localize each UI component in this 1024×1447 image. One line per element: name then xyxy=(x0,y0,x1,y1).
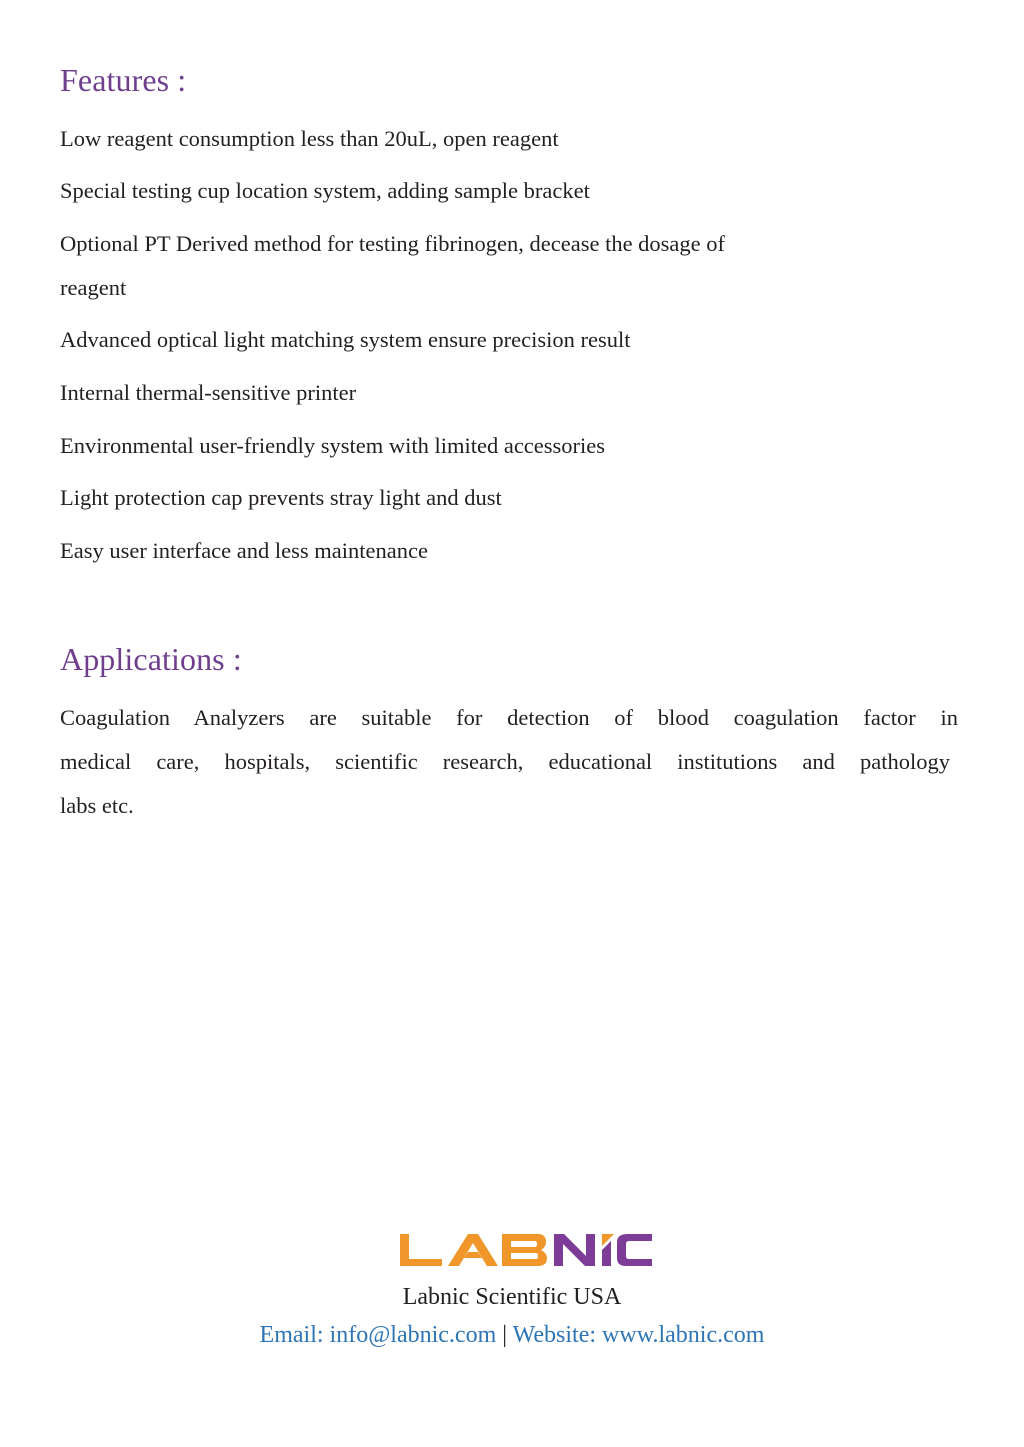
feature-item: Light protection cap prevents stray light and dust xyxy=(60,485,502,510)
feature-item: Low reagent consumption less than 20uL, open reagent xyxy=(60,126,559,151)
applications-text-line: Coagulation Analyzers are suitable for detection of blood coagulation factor in xyxy=(60,705,958,730)
applications-text-line: medical care, hospitals, scientific research, educational institutions and pathology xyxy=(60,749,950,774)
feature-item: Environmental user-friendly system with limited accessories xyxy=(60,433,606,458)
feature-item: Easy user interface and less maintenance xyxy=(60,538,428,563)
logo-letter-i xyxy=(602,1241,611,1266)
logo-letter-l xyxy=(400,1234,442,1266)
feature-item: Advanced optical light matching system ensure precision result xyxy=(60,327,631,352)
logo-letter-b xyxy=(502,1234,547,1266)
feature-item-continuation: reagent xyxy=(60,275,127,300)
feature-item: Optional PT Derived method for testing fibrinogen, decease the dosage of xyxy=(60,231,726,256)
contact-line xyxy=(0,1322,1024,1349)
feature-item: Special testing cup location system, adding sample bracket xyxy=(60,178,590,203)
labnic-logo xyxy=(398,1232,654,1268)
features-heading: Features : xyxy=(60,62,187,98)
email-link[interactable]: Email: info@labnic.com xyxy=(259,1322,497,1348)
applications-heading: Applications : xyxy=(60,641,242,677)
contact-separator: | xyxy=(502,1322,508,1348)
company-name: Labnic Scientific USA xyxy=(402,1284,622,1310)
logo-letter-n xyxy=(554,1234,595,1266)
logo-letter-a xyxy=(448,1234,498,1266)
website-link[interactable]: Website: www.labnic.com xyxy=(512,1322,765,1348)
logo-letter-c xyxy=(617,1234,652,1266)
feature-item: Internal thermal-sensitive printer xyxy=(60,380,357,405)
applications-text-line: labs etc. xyxy=(60,793,134,818)
